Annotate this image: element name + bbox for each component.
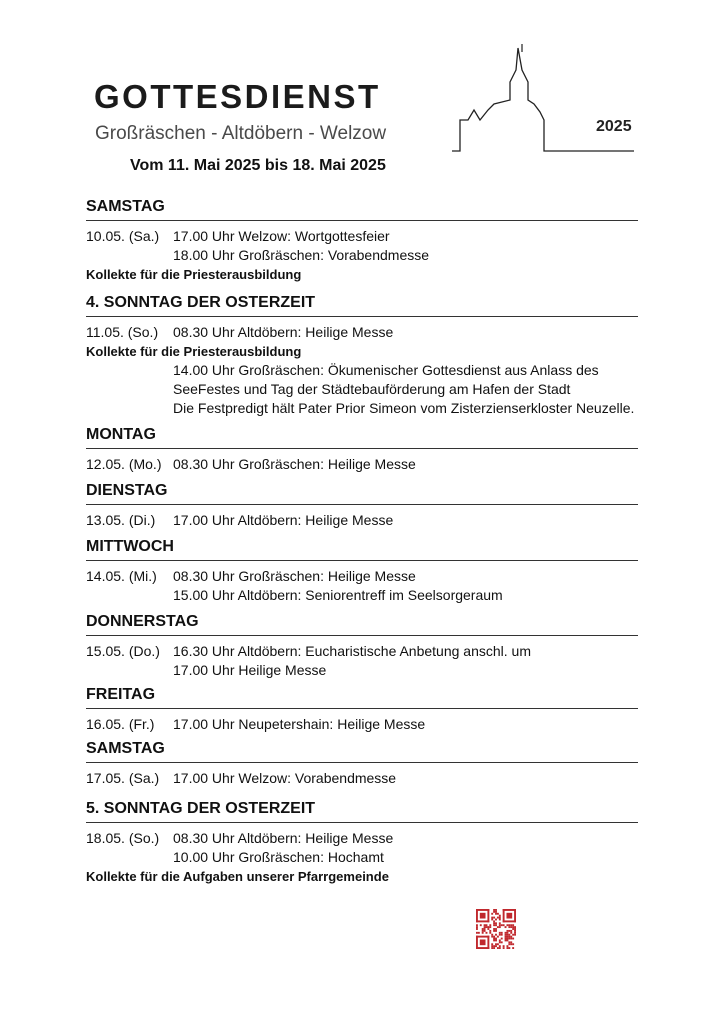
day-section <box>86 740 638 788</box>
event-date: 10.05. (Sa.) <box>86 228 160 244</box>
day-heading: DONNERSTAG <box>86 613 638 636</box>
event-list <box>86 709 638 734</box>
event-list <box>86 317 638 418</box>
event-list <box>86 636 638 680</box>
event-row <box>86 246 638 265</box>
event-row <box>86 661 638 680</box>
day-section <box>86 538 638 605</box>
parish-subtitle: Großräschen - Altdöbern - Welzow <box>95 123 387 144</box>
day-heading: 5. SONNTAG DER OSTERZEIT <box>86 800 638 823</box>
day-section <box>86 482 638 530</box>
event-date: 11.05. (So.) <box>86 324 159 340</box>
event-row <box>86 361 638 399</box>
day-heading: SAMSTAG <box>86 740 638 763</box>
date-range: Vom 11. Mai 2025 bis 18. Mai 2025 <box>130 157 386 174</box>
event-list <box>86 561 638 605</box>
event-row <box>86 642 638 661</box>
event-date: 18.05. (So.) <box>86 830 160 846</box>
event-date <box>86 399 173 418</box>
event-date <box>86 661 173 680</box>
event-date <box>86 361 173 399</box>
day-heading: DIENSTAG <box>86 482 638 505</box>
day-heading: MONTAG <box>86 426 638 449</box>
event-date: 14.05. (Mi.) <box>86 568 157 584</box>
event-text: 08.30 Uhr Großräschen: Heilige Messe <box>173 456 416 472</box>
collection-note: Kollekte für die Aufgaben unserer Pfarrgemeinde <box>86 869 389 884</box>
event-text: 08.30 Uhr Altdöbern: Heilige Messe <box>173 324 394 340</box>
event-row <box>86 227 638 246</box>
event-row <box>86 455 638 474</box>
day-heading: SAMSTAG <box>86 198 638 221</box>
day-heading: FREITAG <box>86 686 638 709</box>
event-text: 16.30 Uhr Altdöbern: Eucharistische Anbetung anschl. um <box>173 643 531 659</box>
day-section <box>86 613 638 680</box>
event-text: 17.00 Uhr Neupetershain: Heilige Messe <box>173 716 426 732</box>
day-section <box>86 800 638 886</box>
event-text: 17.00 Uhr Heilige Messe <box>173 662 327 678</box>
event-date: 12.05. (Mo.) <box>86 456 162 472</box>
event-date: 13.05. (Di.) <box>86 512 156 528</box>
event-text: 08.30 Uhr Großräschen: Heilige Messe <box>173 568 416 584</box>
event-row <box>86 511 638 530</box>
event-date: 16.05. (Fr.) <box>86 716 155 732</box>
event-date: 17.05. (Sa.) <box>86 770 160 786</box>
event-text: 10.00 Uhr Großräschen: Hochamt <box>173 849 384 865</box>
event-row <box>86 567 638 586</box>
event-date <box>86 848 173 867</box>
day-heading: MITTWOCH <box>86 538 638 561</box>
event-text: 17.00 Uhr Altdöbern: Heilige Messe <box>173 512 394 528</box>
event-list <box>86 221 638 284</box>
year-label: 2025 <box>596 118 632 135</box>
event-row <box>86 586 638 605</box>
day-section <box>86 198 638 284</box>
event-row <box>86 848 638 867</box>
event-text: 08.30 Uhr Altdöbern: Heilige Messe <box>173 830 394 846</box>
collection-note: Kollekte für die Priesterausbildung <box>86 267 302 282</box>
event-list <box>86 505 638 530</box>
event-list <box>86 823 638 886</box>
event-text: 18.00 Uhr Großräschen: Vorabendmesse <box>173 247 430 263</box>
day-heading: 4. SONNTAG DER OSTERZEIT <box>86 294 638 317</box>
event-text: 17.00 Uhr Welzow: Vorabendmesse <box>173 770 397 786</box>
event-row <box>86 715 638 734</box>
event-text: 14.00 Uhr Großräschen: Ökumenischer Gottesdienst aus Anlass des SeeFestes und Tag der Städtebauförderung am Hafen der Stadt <box>173 362 599 397</box>
qr-code-icon <box>476 909 516 949</box>
day-section <box>86 686 638 734</box>
day-section <box>86 294 638 418</box>
schedule <box>86 190 638 886</box>
day-section <box>86 426 638 474</box>
event-row <box>86 769 638 788</box>
event-row <box>86 829 638 848</box>
event-row <box>86 323 638 342</box>
event-text: 15.00 Uhr Altdöbern: Seniorentreff im Seelsorgeraum <box>173 587 503 603</box>
event-date <box>86 586 173 605</box>
header <box>0 0 724 180</box>
event-list <box>86 763 638 788</box>
event-date: 15.05. (Do.) <box>86 643 160 659</box>
collection-note: Kollekte für die Priesterausbildung <box>86 344 302 359</box>
page-title: GOTTESDIENST <box>94 78 381 115</box>
event-list <box>86 449 638 474</box>
event-text: 17.00 Uhr Welzow: Wortgottesfeier <box>173 228 390 244</box>
event-row <box>86 399 638 418</box>
event-text: Die Festpredigt hält Pater Prior Simeon vom Zisterzienserkloster Neuzelle. <box>173 400 635 416</box>
event-date <box>86 246 173 265</box>
